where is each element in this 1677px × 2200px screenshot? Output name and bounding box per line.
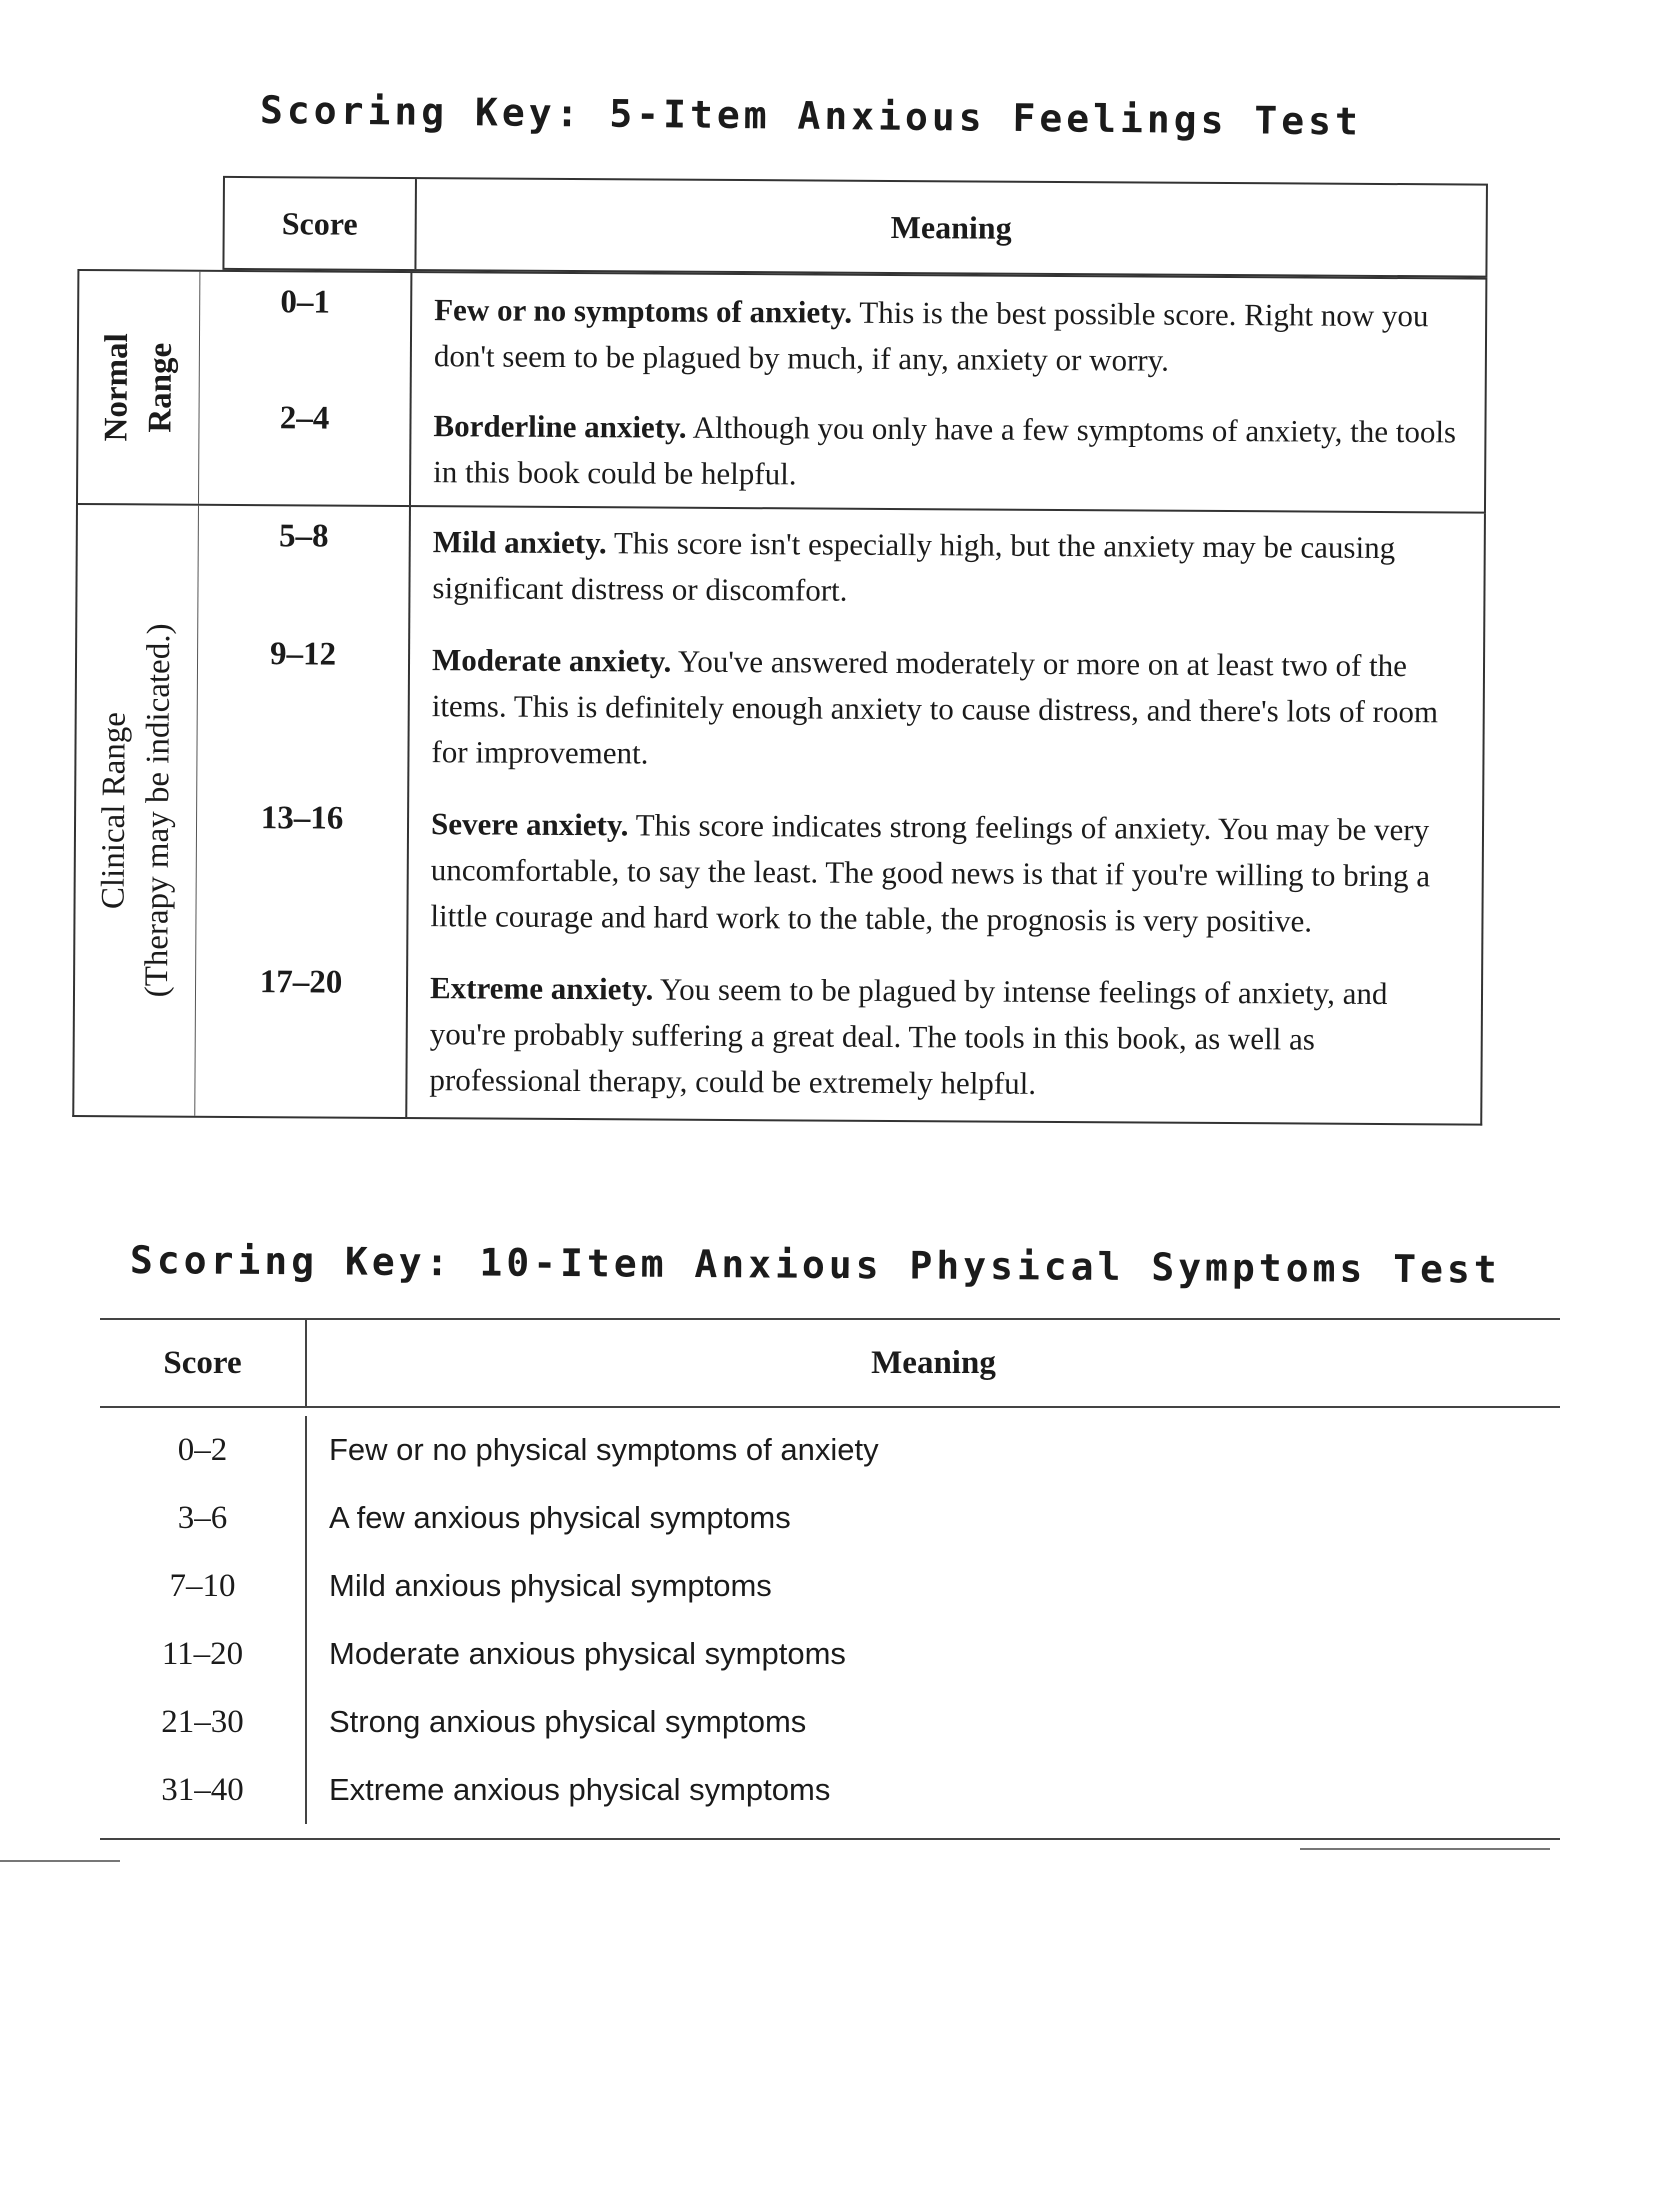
- table-row: [198, 506, 1484, 632]
- meaning-lead: Borderline anxiety.: [433, 408, 687, 445]
- score-column-header: Score: [100, 1320, 307, 1406]
- meaning-lead: Extreme anxiety.: [429, 970, 654, 1007]
- meaning-lead: Moderate anxiety.: [431, 642, 672, 679]
- anxious-feelings-title: Scoring Key: 5-Item Anxious Feelings Test: [259, 88, 1363, 144]
- clinical-range-label: [74, 505, 199, 1116]
- score-cell: 7–10: [100, 1552, 307, 1620]
- table-header: [222, 176, 1488, 278]
- meaning-text: You seem to be plagued by intense feelings of anxiety, and you're probably suffering a great deal. The tools in this book, as well as professional therapy, could be extremely helpful.: [429, 971, 1388, 1101]
- table-row: [100, 1484, 1560, 1552]
- score-cell: 21–30: [100, 1688, 307, 1756]
- page-rule: [0, 1860, 120, 1862]
- table-row: [100, 1552, 1560, 1620]
- meaning-cell: Extreme anxious physical symptoms: [329, 1772, 831, 1807]
- table-header: [100, 1320, 1560, 1408]
- normal-range-group: [76, 269, 1487, 514]
- table-row: [200, 272, 1486, 396]
- meaning-cell: Moderate anxious physical symptoms: [329, 1636, 846, 1671]
- meaning-cell: Mild anxious physical symptoms: [329, 1568, 772, 1603]
- range-label-line: Clinical Range: [95, 711, 133, 909]
- physical-symptoms-title: Scoring Key: 10-Item Anxious Physical Symptoms Test: [129, 1238, 1501, 1292]
- table-row: [100, 1688, 1560, 1756]
- table-row: [197, 624, 1483, 796]
- meaning-lead: Mild anxiety.: [432, 524, 607, 561]
- score-cell: 0–2: [100, 1416, 307, 1484]
- score-cell: 0–1: [200, 272, 413, 389]
- range-label-line: Range: [142, 342, 179, 433]
- score-cell: 2–4: [199, 388, 412, 505]
- meaning-cell: [407, 953, 1481, 1124]
- score-cell: 9–12: [197, 624, 410, 789]
- score-cell: 17–20: [195, 952, 408, 1117]
- meaning-text: This score indicates strong feelings of anxiety. You may be very uncomfortable, to say the least. The good news is that if you're willing to bring a little courage and hard work to the table, the prognosis is very positive.: [430, 807, 1431, 939]
- table-row: [199, 388, 1485, 512]
- score-column-header: Score: [224, 178, 417, 269]
- table-row: [195, 952, 1481, 1124]
- meaning-column-header: Meaning: [890, 208, 1012, 246]
- range-label-line: (Therapy may be indicated.): [138, 623, 178, 998]
- meaning-text: You've answered moderately or more on at least two of the items. This is definitely enough anxiety to cause distress, and there's lots of room for improvement.: [431, 643, 1439, 771]
- table-row: [100, 1756, 1560, 1824]
- meaning-cell: [409, 625, 1483, 796]
- score-cell: 3–6: [100, 1484, 307, 1552]
- anxious-feelings-scoring-table: [72, 175, 1488, 1126]
- meaning-cell: Few or no physical symptoms of anxiety: [329, 1432, 879, 1467]
- score-cell: 11–20: [100, 1620, 307, 1688]
- meaning-lead: Severe anxiety.: [430, 806, 629, 843]
- meaning-cell: [411, 389, 1485, 512]
- table-row: [100, 1416, 1560, 1484]
- score-cell: 31–40: [100, 1756, 307, 1824]
- meaning-column-header: Meaning: [871, 1344, 996, 1381]
- meaning-lead: Few or no symptoms of anxiety.: [434, 292, 853, 330]
- meaning-cell: [412, 273, 1486, 396]
- meaning-text: Although you only have a few symptoms of anxiety, the tools in this book could be helpful.: [433, 409, 1457, 492]
- meaning-cell: Strong anxious physical symptoms: [329, 1704, 807, 1739]
- table-row: [100, 1620, 1560, 1688]
- meaning-text: This score isn't especially high, but the anxiety may be causing significant distress or discomfort.: [432, 525, 1396, 608]
- meaning-cell: [410, 507, 1484, 632]
- range-label-line: Normal: [98, 333, 136, 442]
- meaning-text: This is the best possible score. Right now you don't seem to be plagued by much, if any, anxiety or worry.: [433, 294, 1429, 378]
- clinical-range-group: [72, 505, 1486, 1126]
- physical-symptoms-scoring-table: [100, 1318, 1560, 1840]
- score-cell: 13–16: [196, 788, 409, 953]
- meaning-cell: A few anxious physical symptoms: [329, 1500, 791, 1535]
- page-rule: [1300, 1848, 1550, 1850]
- meaning-cell: [408, 789, 1482, 960]
- score-cell: 5–8: [198, 506, 411, 625]
- table-row: [196, 788, 1482, 960]
- normal-range-label: [78, 271, 200, 504]
